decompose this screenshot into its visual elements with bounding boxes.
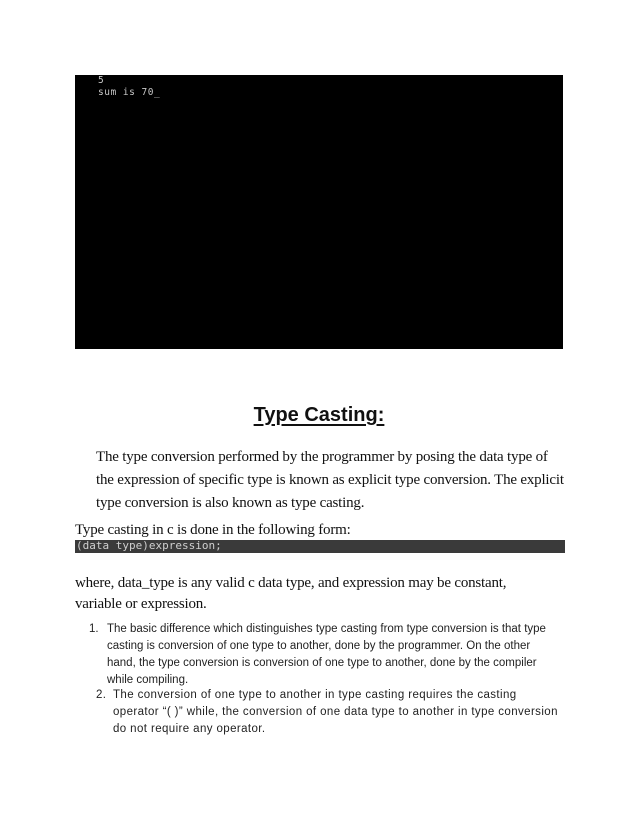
console-line-input: 5 [98,75,105,86]
code-syntax-block [75,540,565,553]
intro-paragraph: The type conversion performed by the programmer by posing the data type of the expression of specific type is known as explicit type conversion. The explicit type conversion is also known as type casting. [96,449,564,511]
list-item-text: The conversion of one type to another in type casting requires the casting operator “( )” while, the conversion of one data type to another in type conversion do not require any operator. [113,689,558,735]
where-paragraph: where, data_type is any valid c data type, and expression may be constant, variable or expression. [75,575,507,612]
section-title: Type Casting: [253,404,385,426]
console-output-screenshot [75,75,563,349]
form-sentence: Type casting in c is done in the following form: [75,522,351,538]
code-syntax-text: (data type)expression; [76,539,222,552]
list-item-text: The basic difference which distinguishes type casting from type conversion is that type casting is conversion of one type to another, done by the programmer. On the other hand, the type conversion is conversion of one type to another, done by the compiler while compiling. [107,623,546,686]
list-item-number: 1. [89,623,99,635]
console-line-result: sum is 70_ [98,87,161,98]
list-item-number: 2. [96,689,107,701]
